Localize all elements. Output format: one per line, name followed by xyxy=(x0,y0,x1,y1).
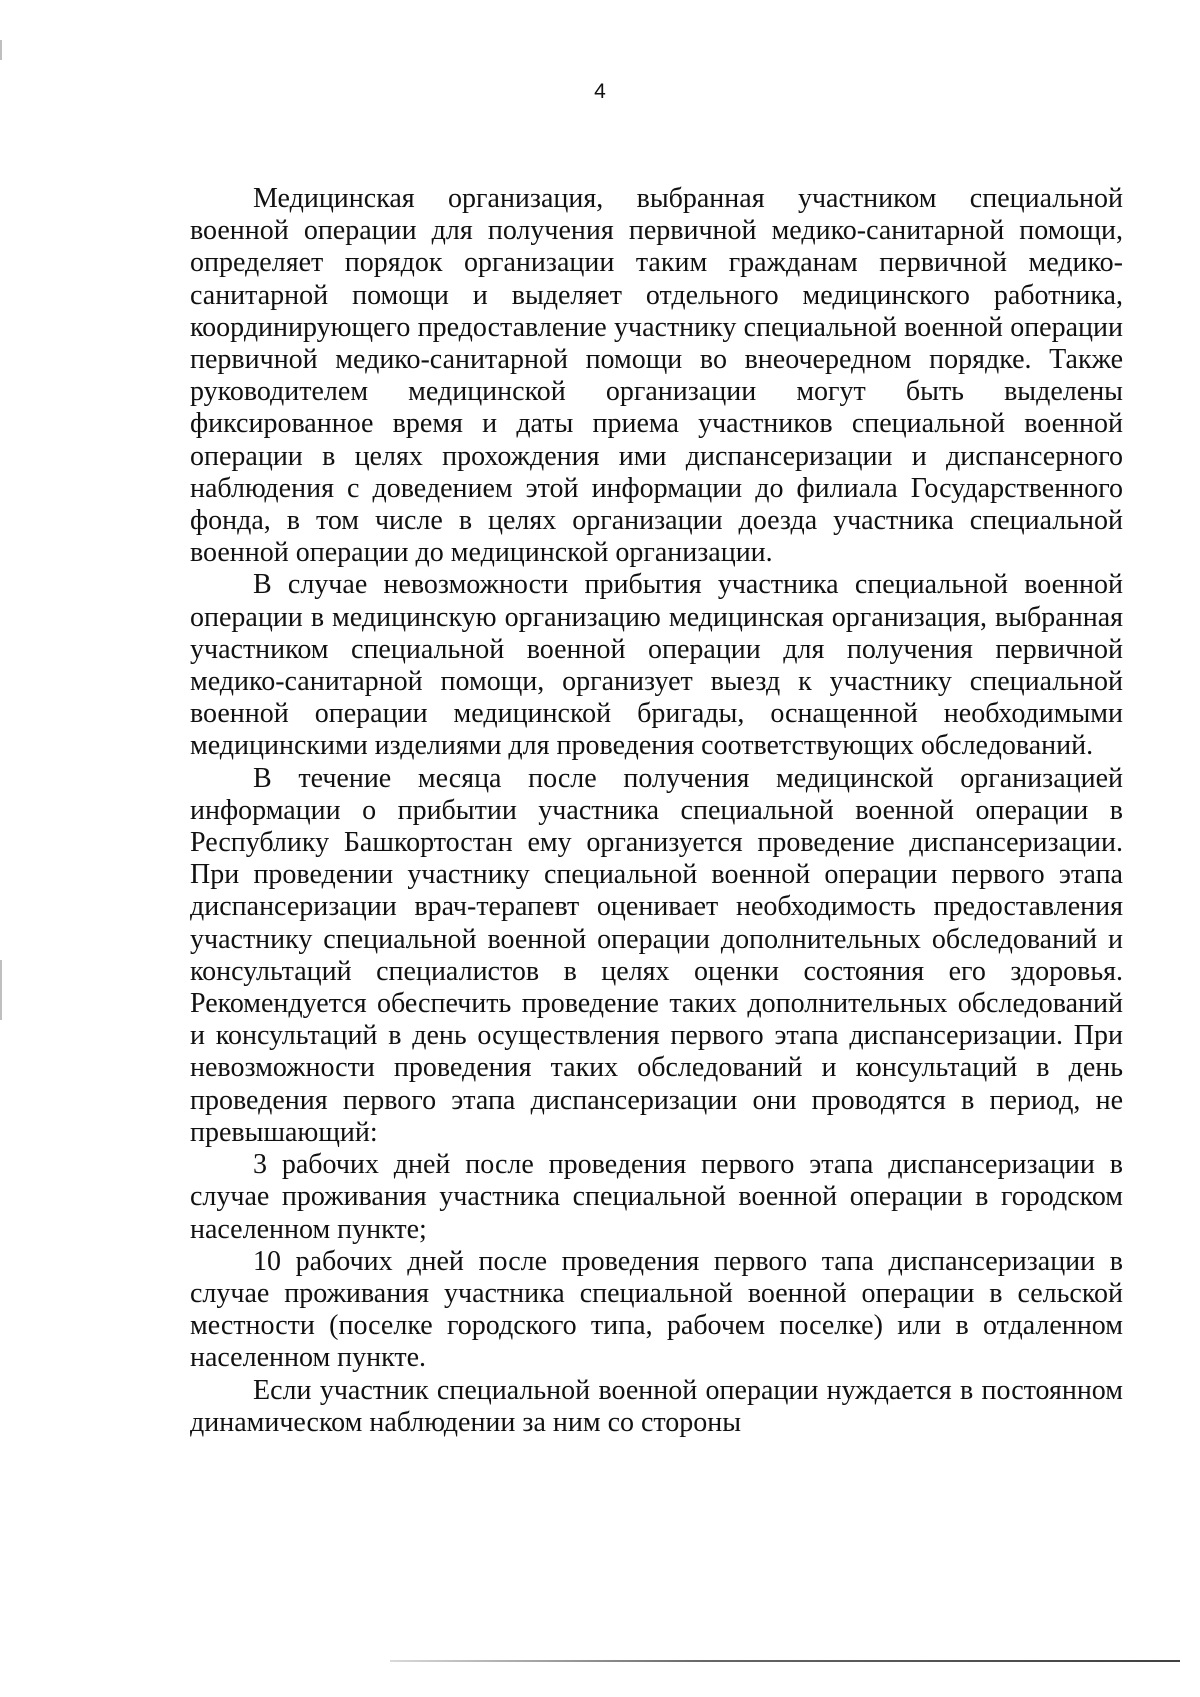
paragraph-medical-organization: Медицинская организация, выбранная участником специальной военной операции для получения первичной медико-санитарной помощи, определяет порядок организации таким гражданам первичной медико-санитарной помощи и выделяет отдельного медицинского работника, координирующего предоставление участнику специальной военной операции первичной медико-санитарной помощи во внеочередном порядке. Также руководителем медицинской организации могут быть выделены фиксированное время и даты приема участников специальной военной операции в целях прохождения ими диспансеризации и диспансерного наблюдения с доведением этой информации до филиала Государственного фонда, в том числе в целях организации доезда участника специальной военной операции до медицинской организации. xyxy=(190,183,1123,569)
paragraph-continuous-monitoring: Если участник специальной военной операции нуждается в постоянном динамическом наблюдении за ним со стороны xyxy=(190,1374,1123,1438)
paragraph-urban-term: 3 рабочих дней после проведения первого этапа диспансеризации в случае проживания участника специальной военной операции в городском населенном пункте; xyxy=(190,1149,1123,1245)
scan-margin-mark xyxy=(0,960,2,1020)
document-body xyxy=(190,183,1123,1439)
scan-margin-mark xyxy=(0,40,2,60)
paragraph-rural-term: 10 рабочих дней после проведения первого тапа диспансеризации в случае проживания участника специальной военной операции в сельской местности (поселке городского типа, рабочем поселке) или в отдаленном населенном пункте. xyxy=(190,1245,1123,1374)
scan-edge-line xyxy=(390,1660,1180,1662)
paragraph-home-visit: В случае невозможности прибытия участника специальной военной операции в медицинскую организацию медицинская организация, выбранная участником специальной военной операции для получения первичной медико-санитарной помощи, организует выезд к участнику специальной военной операции медицинской бригады, оснащенной необходимыми медицинскими изделиями для проведения соответствующих обследований. xyxy=(190,569,1123,762)
paragraph-dispensary-exam: В течение месяца после получения медицинской организацией информации о прибытии участника специальной военной операции в Республику Башкортостан ему организуется проведение диспансеризации. При проведении участнику специальной военной операции первого этапа диспансеризации врач-терапевт оценивает необходимость предоставления участнику специальной военной операции дополнительных обследований и консультаций специалистов в целях оценки состояния его здоровья. Рекомендуется обеспечить проведение таких дополнительных обследований и консультаций в день осуществления первого этапа диспансеризации. При невозможности проведения таких обследований и консультаций в день проведения первого этапа диспансеризации они проводятся в период, не превышающий: xyxy=(190,762,1123,1148)
page-number: 4 xyxy=(594,80,606,103)
